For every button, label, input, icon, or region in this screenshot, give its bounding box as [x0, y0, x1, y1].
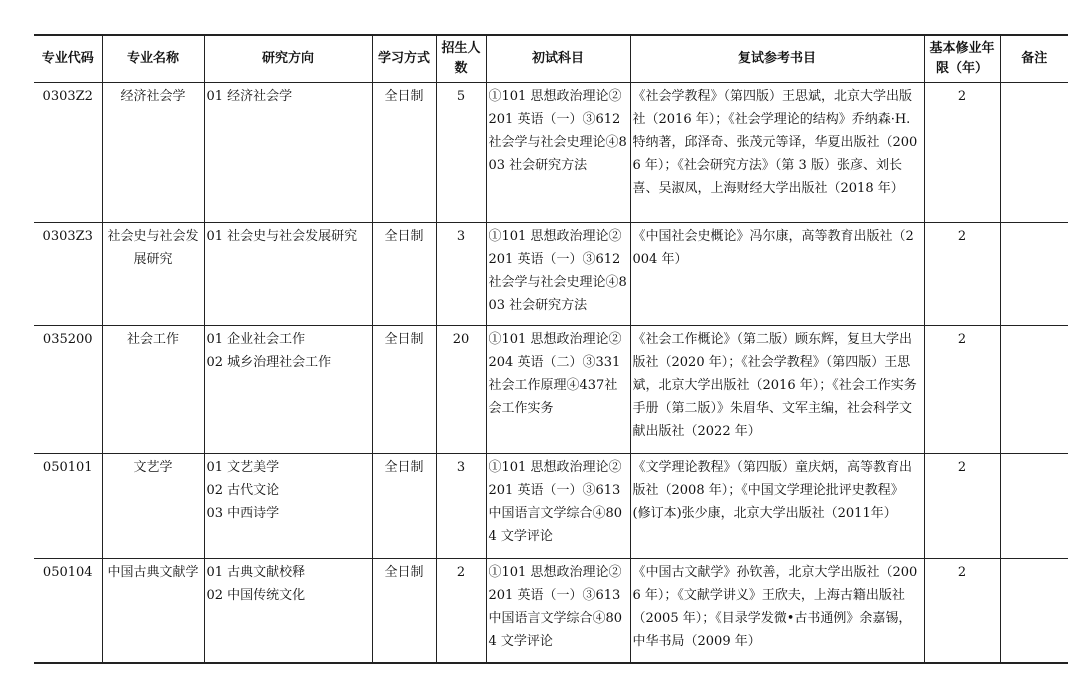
- program-name: 文艺学: [102, 454, 204, 559]
- program-code: 050101: [34, 454, 102, 559]
- direction-item: 01 企业社会工作: [206, 332, 306, 347]
- note-cell: [1000, 83, 1068, 223]
- header-row: [34, 35, 1068, 83]
- research-directions: [204, 83, 372, 223]
- header-exam: 初试科目: [486, 35, 630, 83]
- table-row: [34, 559, 1068, 663]
- exam-subjects: ①101 思想政治理论②201 英语（一）③612社会学与社会史理论④803 社会研究方法: [486, 83, 630, 223]
- header-code: 专业代码: [34, 35, 102, 83]
- program-code: 050104: [34, 559, 102, 663]
- enrollment-count: 2: [436, 559, 486, 663]
- direction-item: 02 古代文论: [206, 483, 280, 498]
- research-directions: [204, 223, 372, 326]
- research-directions: [204, 559, 372, 663]
- program-code: 0303Z2: [34, 83, 102, 223]
- study-mode: 全日制: [372, 559, 436, 663]
- enrollment-count: 3: [436, 454, 486, 559]
- study-mode: 全日制: [372, 326, 436, 454]
- direction-item: 01 社会史与社会发展研究: [206, 229, 358, 244]
- direction-item: 01 经济社会学: [206, 89, 293, 104]
- direction-item: 02 中国传统文化: [206, 588, 306, 603]
- exam-subjects: ①101 思想政治理论②201 英语（一）③613中国语言文学综合④804 文学评论: [486, 559, 630, 663]
- header-enroll: 招生人数: [436, 35, 486, 83]
- study-mode: 全日制: [372, 454, 436, 559]
- reference-books: 《文学理论教程》（第四版）童庆炳，高等教育出版社（2008 年）；《中国文学理论批评史教程》(修订本)张少康，北京大学出版社（2011年）: [630, 454, 924, 559]
- research-directions: [204, 454, 372, 559]
- header-mode: 学习方式: [372, 35, 436, 83]
- table-row: [34, 454, 1068, 559]
- study-years: 2: [924, 326, 1000, 454]
- program-name: 中国古典文献学: [102, 559, 204, 663]
- study-mode: 全日制: [372, 223, 436, 326]
- header-name: 专业名称: [102, 35, 204, 83]
- study-years: 2: [924, 559, 1000, 663]
- reference-books: 《社会学教程》（第四版）王思斌，北京大学出版社（2016 年）；《社会学理论的结构》乔纳森·H. 特纳著，邱泽奇、张茂元等译，华夏出版社（2006 年）；《社会研究方法》（第 3 版）张彦、刘长喜、吴淑凤，上海财经大学出版社（2018 年）: [630, 83, 924, 223]
- reference-books: 《中国古文献学》孙钦善，北京大学出版社（2006 年）；《文献学讲义》王欣夫，上海古籍出版社（2005 年）；《目录学发微•古书通例》余嘉锡，中华书局（2009 年）: [630, 559, 924, 663]
- study-years: 2: [924, 83, 1000, 223]
- header-refs: 复试参考书目: [630, 35, 924, 83]
- research-directions: [204, 326, 372, 454]
- note-cell: [1000, 326, 1068, 454]
- program-name: 经济社会学: [102, 83, 204, 223]
- header-direction: 研究方向: [204, 35, 372, 83]
- program-name: 社会工作: [102, 326, 204, 454]
- study-years: 2: [924, 223, 1000, 326]
- exam-subjects: ①101 思想政治理论②204 英语（二）③331社会工作原理④437社会工作实务: [486, 326, 630, 454]
- note-cell: [1000, 454, 1068, 559]
- study-mode: 全日制: [372, 83, 436, 223]
- table-row: [34, 223, 1068, 326]
- enrollment-count: 20: [436, 326, 486, 454]
- table-row: [34, 326, 1068, 454]
- exam-subjects: ①101 思想政治理论②201 英语（一）③612社会学与社会史理论④803 社会研究方法: [486, 223, 630, 326]
- table-row: [34, 83, 1068, 223]
- study-years: 2: [924, 454, 1000, 559]
- direction-item: 01 古典文献校释: [206, 565, 306, 580]
- direction-item: 02 城乡治理社会工作: [206, 355, 332, 370]
- note-cell: [1000, 559, 1068, 663]
- header-years: 基本修业年限（年）: [924, 35, 1000, 83]
- reference-books: 《中国社会史概论》冯尔康，高等教育出版社（2004 年）: [630, 223, 924, 326]
- enrollment-count: 3: [436, 223, 486, 326]
- program-name: 社会史与社会发展研究: [102, 223, 204, 326]
- program-code: 0303Z3: [34, 223, 102, 326]
- header-note: 备注: [1000, 35, 1068, 83]
- direction-item: 03 中西诗学: [206, 506, 280, 521]
- direction-item: 01 文艺美学: [206, 460, 280, 475]
- exam-subjects: ①101 思想政治理论②201 英语（一）③613中国语言文学综合④804 文学评论: [486, 454, 630, 559]
- enrollment-count: 5: [436, 83, 486, 223]
- program-code: 035200: [34, 326, 102, 454]
- program-catalog-table: [34, 34, 1068, 664]
- note-cell: [1000, 223, 1068, 326]
- reference-books: 《社会工作概论》（第二版）顾东辉，复旦大学出版社（2020 年）；《社会学教程》（第四版）王思斌，北京大学出版社（2016 年）；《社会工作实务手册（第二版）》朱眉华、文军主编，社会科学文献出版社（2022 年）: [630, 326, 924, 454]
